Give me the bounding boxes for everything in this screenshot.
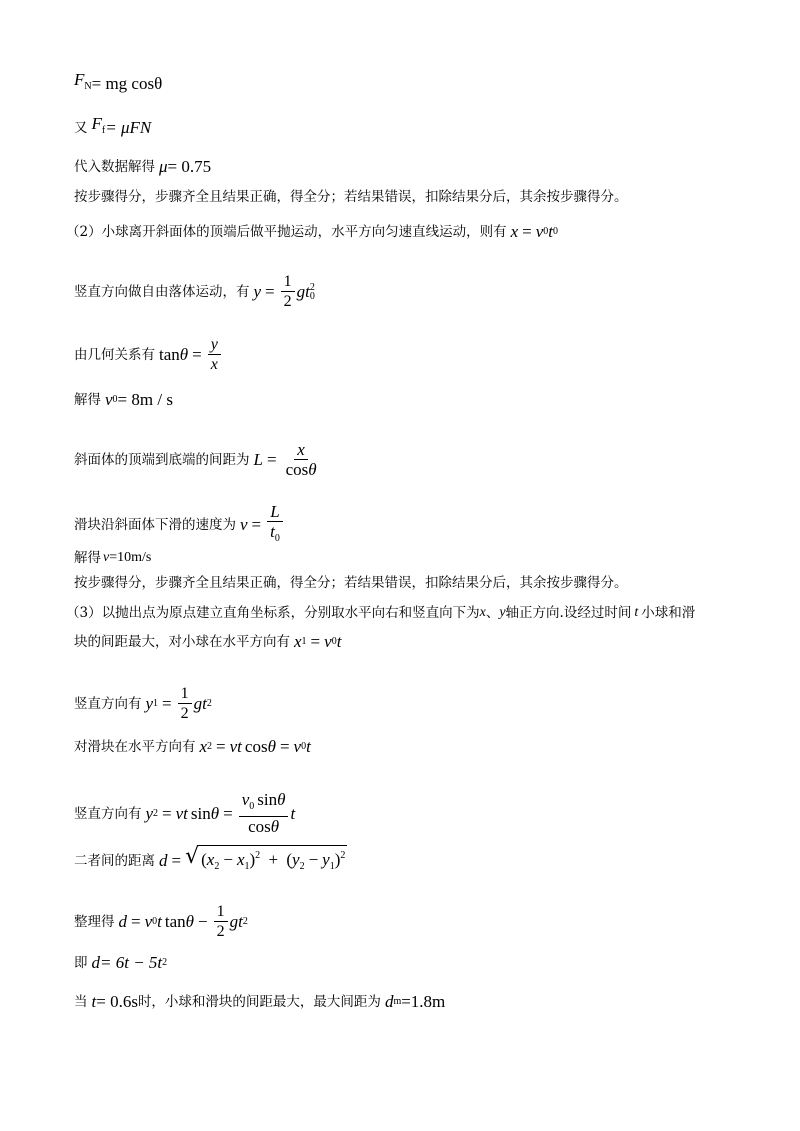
eq-normal-force: $F_N$ = mg cosθ xyxy=(74,70,163,93)
eq-ball-y: 竖直方向有 y 1 = $\frac{1}{2}$ gt 2 xyxy=(74,685,212,722)
scoring-note-1: 按步骤得分，步骤齐全且结果正确，得全分；若结果错误，扣除结果分后，其余按步骤得分。 xyxy=(74,189,628,205)
result-mu: 代入数据解得 μ = 0.75 xyxy=(74,157,212,176)
scoring-note-2: 按步骤得分，步骤齐全且结果正确，得全分；若结果错误，扣除结果分后，其余按步骤得分。 xyxy=(74,575,628,591)
result-v0: 解得 v 0 = 8m / s xyxy=(74,390,173,409)
eq-ball-x: 块的间距最大，对小球在水平方向有 x 1 = v 0 t xyxy=(74,632,342,651)
part2-intro: （2）小球离开斜面体的顶端后做平抛运动，水平方向匀速直线运动，则有 x = v 0 t 0 xyxy=(66,222,559,241)
eq-slope-length: 斜面体的顶端到底端的间距为 L = $\frac{x}{\cos\theta}$ xyxy=(74,440,317,479)
result-v: 解得 v =10m/s xyxy=(74,550,152,566)
eq-slider-y: 竖直方向有 y 2 = vt sin θ = $\frac{v_0 \sin\theta}{\cos\theta}$ t xyxy=(74,790,296,836)
eq-vertical-fall: 竖直方向做自由落体运动，有 y = $\frac{1}{2}$ gt 2 0 xyxy=(74,273,315,310)
final-answer: 当 t = 0.6s 时，小球和滑块的间距最大，最大间距为 d m =1.8m xyxy=(74,992,446,1011)
eq-friction: 又 $F_f$ = μF N xyxy=(74,114,152,137)
eq-slider-x: 对滑块在水平方向有 x 2 = vt cos θ = v 0 t xyxy=(74,737,311,756)
eq-slider-speed: 滑块沿斜面体下滑的速度为 v = $\frac{L}{t_0}$ xyxy=(74,502,760,548)
part3-intro: （3）以抛出点为原点建立直角坐标系，分别取水平向右和竖直向下为 x 、 y 轴正方向.设经过时间 t 小球和滑 xyxy=(66,605,696,621)
eq-geometry: 由几何关系有 tan θ = $\frac{y}{x}$ xyxy=(74,335,760,374)
eq-distance-numeric: 即 d = 6t − 5t 2 xyxy=(74,953,168,972)
eq-simplified: 整理得 d = v 0 t tan θ − $\frac{1}{2}$ gt 2 xyxy=(74,903,248,940)
eq-distance: 二者间的距离 d = √ $(x_2 - x_1)^2 + (y_2 - y_1)^2$ xyxy=(74,845,760,877)
